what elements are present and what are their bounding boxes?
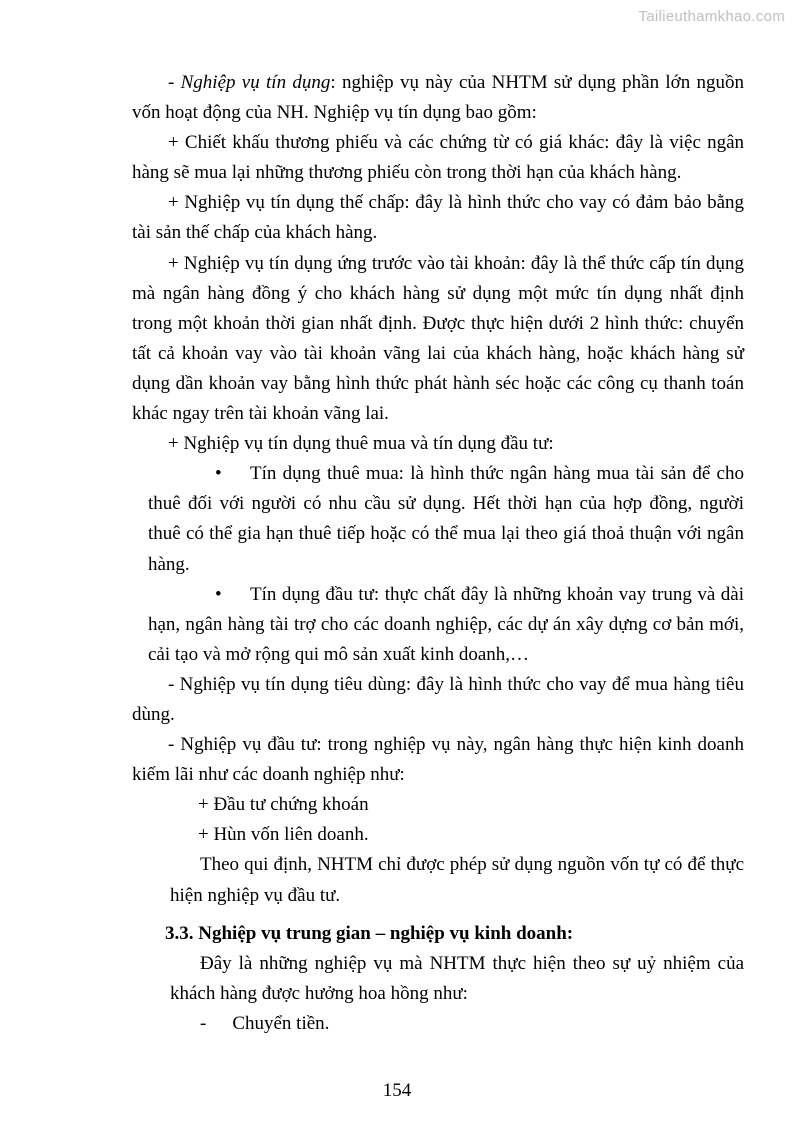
dash-prefix: - <box>168 72 181 93</box>
section-heading-3-3: 3.3. Nghiệp vụ trung gian – nghiệp vụ kinh doanh: <box>165 922 574 944</box>
paragraph-regulation-note: Theo qui định, NHTM chỉ được phép sử dụng nguồn vốn tự có để thực hiện nghiệp vụ đầu tư. <box>170 854 744 906</box>
bullet-item-lease-credit <box>148 459 744 579</box>
paragraph-consumer-credit: - Nghiệp vụ tín dụng tiêu dùng: đây là hình thức cho vay để mua hàng tiêu dùng. <box>132 673 744 725</box>
paragraph-investment-operations: - Nghiệp vụ đầu tư: trong nghiệp vụ này, ngân hàng thực hiện kinh doanh kiếm lãi như các doanh nghiệp như: <box>132 734 744 786</box>
bullet-text: Tín dụng thuê mua: là hình thức ngân hàng mua tài sản để cho thuê đối với người có nhu cầu sử dụng. Hết thời hạn của hợp đồng, người thuê có thể gia hạn thuê tiếp hoặc có thể mua lại theo giá thoả thuận với ngân hàng. <box>148 463 744 575</box>
page-body <box>132 68 744 1039</box>
paragraph-advance-credit: + Nghiệp vụ tín dụng ứng trước vào tài khoản: đây là thể thức cấp tín dụng mà ngân hàng đồng ý cho khách hàng sử dụng một mức tín dụng nhất định trong một khoản thời gian nhất định. Được thực hiện dưới 2 hình thức: chuyển tất cả khoản vay vào tài khoản vãng lai của khách hàng, hoặc khách hàng sử dụng dần khoản vay bằng hình thức phát hành séc hoặc các công cụ thanh toán khác ngay trên tài khoản vãng lai. <box>132 252 744 425</box>
paragraph-discounting: + Chiết khấu thương phiếu và các chứng từ có giá khác: đây là việc ngân hàng sẽ mua lại những thương phiếu còn trong thời hạn của khách hàng. <box>132 132 744 184</box>
paragraph-text: : nghiệp vụ này của NHTM sử dụng phần lớn nguồn vốn hoạt động của NH. Nghiệp vụ tín dụng bao gồm: <box>132 72 744 124</box>
dash-item-text: Chuyển tiền. <box>232 1012 330 1034</box>
paragraph-lease-investment-intro: + Nghiệp vụ tín dụng thuê mua và tín dụng đầu tư: <box>168 433 554 455</box>
subitem-securities-investment: + Đầu tư chứng khoán <box>198 794 369 816</box>
dash-item-money-transfer <box>170 1009 744 1039</box>
dash-prefix: - <box>200 1012 207 1034</box>
bullet-text: Tín dụng đầu tư: thực chất đây là những khoản vay trung và dài hạn, ngân hàng tài trợ cho các doanh nghiệp, các dự án xây dựng cơ bản mới, cải tạo và mở rộng qui mô sản xuất kinh doanh,… <box>148 583 744 665</box>
page-number: 154 <box>382 1080 412 1101</box>
bullet-icon: • <box>215 463 222 485</box>
paragraph-mortgage-credit: + Nghiệp vụ tín dụng thế chấp: đây là hình thức cho vay có đảm bảo bằng tài sản thế chấp của khách hàng. <box>132 192 744 244</box>
watermark: Tailieuthamkhao.com <box>638 8 785 25</box>
bullet-icon: • <box>215 583 222 605</box>
italic-term: Nghiệp vụ tín dụng <box>180 72 331 93</box>
paragraph-intermediary-intro: Đây là những nghiệp vụ mà NHTM thực hiện theo sự uỷ nhiệm của khách hàng được hưởng hoa hồng như: <box>170 952 744 1004</box>
bullet-item-investment-credit <box>148 580 744 670</box>
paragraph-credit-operations <box>132 68 744 128</box>
subitem-joint-venture: + Hùn vốn liên doanh. <box>198 824 369 846</box>
